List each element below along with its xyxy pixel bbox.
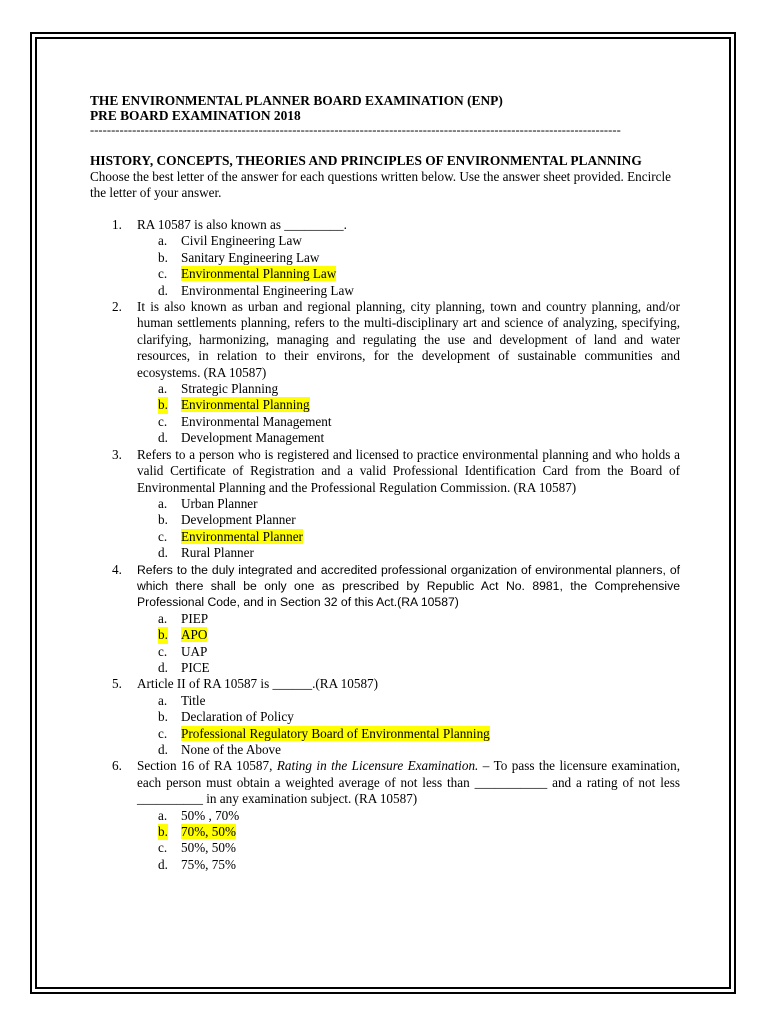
option-list [137, 496, 680, 562]
option-letter: c. [158, 725, 168, 741]
option-letter: d. [158, 430, 168, 446]
option-letter-highlighted: b. [158, 397, 168, 413]
option-letter: a. [158, 807, 168, 823]
option-letter: c. [158, 528, 168, 544]
option-letter: a. [158, 495, 168, 511]
option-item-answer [137, 397, 680, 413]
question-text: Article II of RA 10587 is ______.(RA 10587) [137, 676, 379, 692]
option-item [137, 660, 680, 676]
question-item [90, 562, 680, 677]
option-text: Environmental Management [181, 413, 332, 429]
option-item [137, 233, 680, 249]
question-number: 3. [112, 446, 122, 462]
option-item-answer [137, 529, 680, 545]
option-letter: b. [158, 709, 168, 725]
option-item [137, 857, 680, 873]
question-text: RA 10587 is also known as _________. [137, 217, 347, 232]
option-list [137, 808, 680, 874]
option-item [137, 381, 680, 397]
instructions: Choose the best letter of the answer for each questions written below. Use the answer sheet provided. Encircle the letter of your answer. [90, 169, 672, 200]
option-item [137, 430, 680, 446]
question-text-pre: Section 16 of RA 10587, [137, 758, 277, 774]
question-text-italic: Rating in the Licensure Examination. [276, 758, 479, 774]
option-item [137, 496, 680, 512]
option-letter: a. [158, 692, 168, 708]
option-letter: c. [158, 643, 168, 659]
question-text: Refers to the duly integrated and accredited professional organization of environmental planners, of which there shall be only one as prescribed by Republic Act No. 8981, the Comprehensive Professional Code, and in Section 32 of this Act.(RA 10587) [137, 562, 680, 610]
option-list [137, 381, 680, 447]
divider-line: ------------------------------------------------------------------------------------------------------------------------------ [90, 123, 621, 137]
option-text: None of the Above [181, 742, 281, 757]
option-text: 50% , 70% [181, 807, 240, 823]
exam-title-line1: THE ENVIRONMENTAL PLANNER BOARD EXAMINATION (ENP) [90, 93, 503, 108]
option-text: Development Management [181, 430, 325, 446]
option-text-highlighted: Environmental Planner [181, 528, 303, 544]
option-letter: c. [158, 266, 168, 282]
option-item-answer [137, 824, 680, 840]
option-list [137, 233, 680, 299]
question-item [90, 676, 680, 758]
section-title: HISTORY, CONCEPTS, THEORIES AND PRINCIPLES OF ENVIRONMENTAL PLANNING [90, 153, 642, 168]
option-item [137, 808, 680, 824]
question-text-post: – To pass the licensure examination, each person must obtain a weighted average of not less than ___________ and a rating of not less __________ in any examination subject. (RA 10587) [137, 758, 680, 807]
option-letter-highlighted: b. [158, 627, 168, 643]
option-text: 75%, 75% [181, 856, 236, 872]
option-text: Sanitary Engineering Law [181, 249, 320, 265]
question-number: 2. [112, 299, 122, 315]
option-item [137, 250, 680, 266]
option-text: UAP [181, 643, 208, 659]
option-item [137, 693, 680, 709]
option-item [137, 545, 680, 561]
question-item [90, 217, 680, 299]
option-letter: a. [158, 610, 168, 626]
question-number: 5. [112, 676, 122, 692]
option-item-answer [137, 726, 680, 742]
option-item-answer [137, 627, 680, 643]
option-letter: b. [158, 512, 168, 528]
option-text: Title [181, 692, 206, 708]
option-item [137, 611, 680, 627]
option-letter: c. [158, 413, 168, 429]
option-text: 50%, 50% [181, 840, 236, 856]
question-list [90, 217, 680, 873]
option-text-highlighted: Environmental Planning [181, 397, 310, 413]
option-text: Urban Planner [181, 495, 258, 511]
option-list [137, 611, 680, 677]
option-list [137, 693, 680, 759]
option-letter: a. [158, 233, 168, 249]
option-item [137, 414, 680, 430]
exam-title-line2: PRE BOARD EXAMINATION 2018 [90, 108, 301, 123]
question-text [137, 758, 680, 807]
question-text: It is also known as urban and regional planning, city planning, town and country planning, and/or human settlements planning, refers to the multi-disciplinary art and science of analyzing, specifying, clarifying, harmonizing, managing and regulating the use and development of land and water resources, in relation to their environs, for the development of sustainable communities and ecosystems. (RA 10587) [137, 299, 680, 380]
option-letter: d. [158, 545, 168, 561]
exam-document [90, 93, 680, 873]
option-item [137, 709, 680, 725]
option-text: PIEP [181, 610, 209, 626]
option-item-answer [137, 266, 680, 282]
question-number: 4. [112, 561, 122, 577]
option-letter: d. [158, 856, 168, 872]
option-text: Development Planner [181, 512, 296, 528]
option-letter: d. [158, 659, 168, 675]
question-item [90, 299, 680, 447]
option-text-highlighted: Environmental Planning Law [181, 266, 337, 282]
question-text: Refers to a person who is registered and licensed to practice environmental planning and who holds a valid Certificate of Registration and a valid Professional Identification Card from the Board of Environmental Planning and the Professional Regulation Commission. (RA 10587) [137, 446, 680, 495]
option-text: Environmental Engineering Law [181, 282, 354, 298]
option-text-highlighted: Professional Regulatory Board of Environmental Planning [181, 725, 490, 741]
option-letter: b. [158, 249, 168, 265]
option-text-highlighted: 70%, 50% [181, 824, 236, 840]
option-text: Strategic Planning [181, 381, 279, 397]
option-text: Civil Engineering Law [181, 233, 302, 249]
option-letter: d. [158, 742, 168, 757]
option-item [137, 283, 680, 299]
option-text-highlighted: APO [181, 627, 208, 643]
question-item [90, 447, 680, 562]
option-text: Rural Planner [181, 545, 254, 561]
option-letter: d. [158, 282, 168, 298]
option-item [137, 742, 680, 758]
option-letter: a. [158, 381, 168, 397]
question-item [90, 758, 680, 873]
option-item [137, 644, 680, 660]
question-number: 6. [112, 758, 122, 774]
option-item [137, 512, 680, 528]
option-letter: c. [158, 840, 168, 856]
question-number: 1. [112, 217, 122, 232]
option-item [137, 840, 680, 856]
option-text: Declaration of Policy [181, 709, 294, 725]
option-text: PICE [181, 659, 210, 675]
option-letter-highlighted: b. [158, 824, 168, 840]
